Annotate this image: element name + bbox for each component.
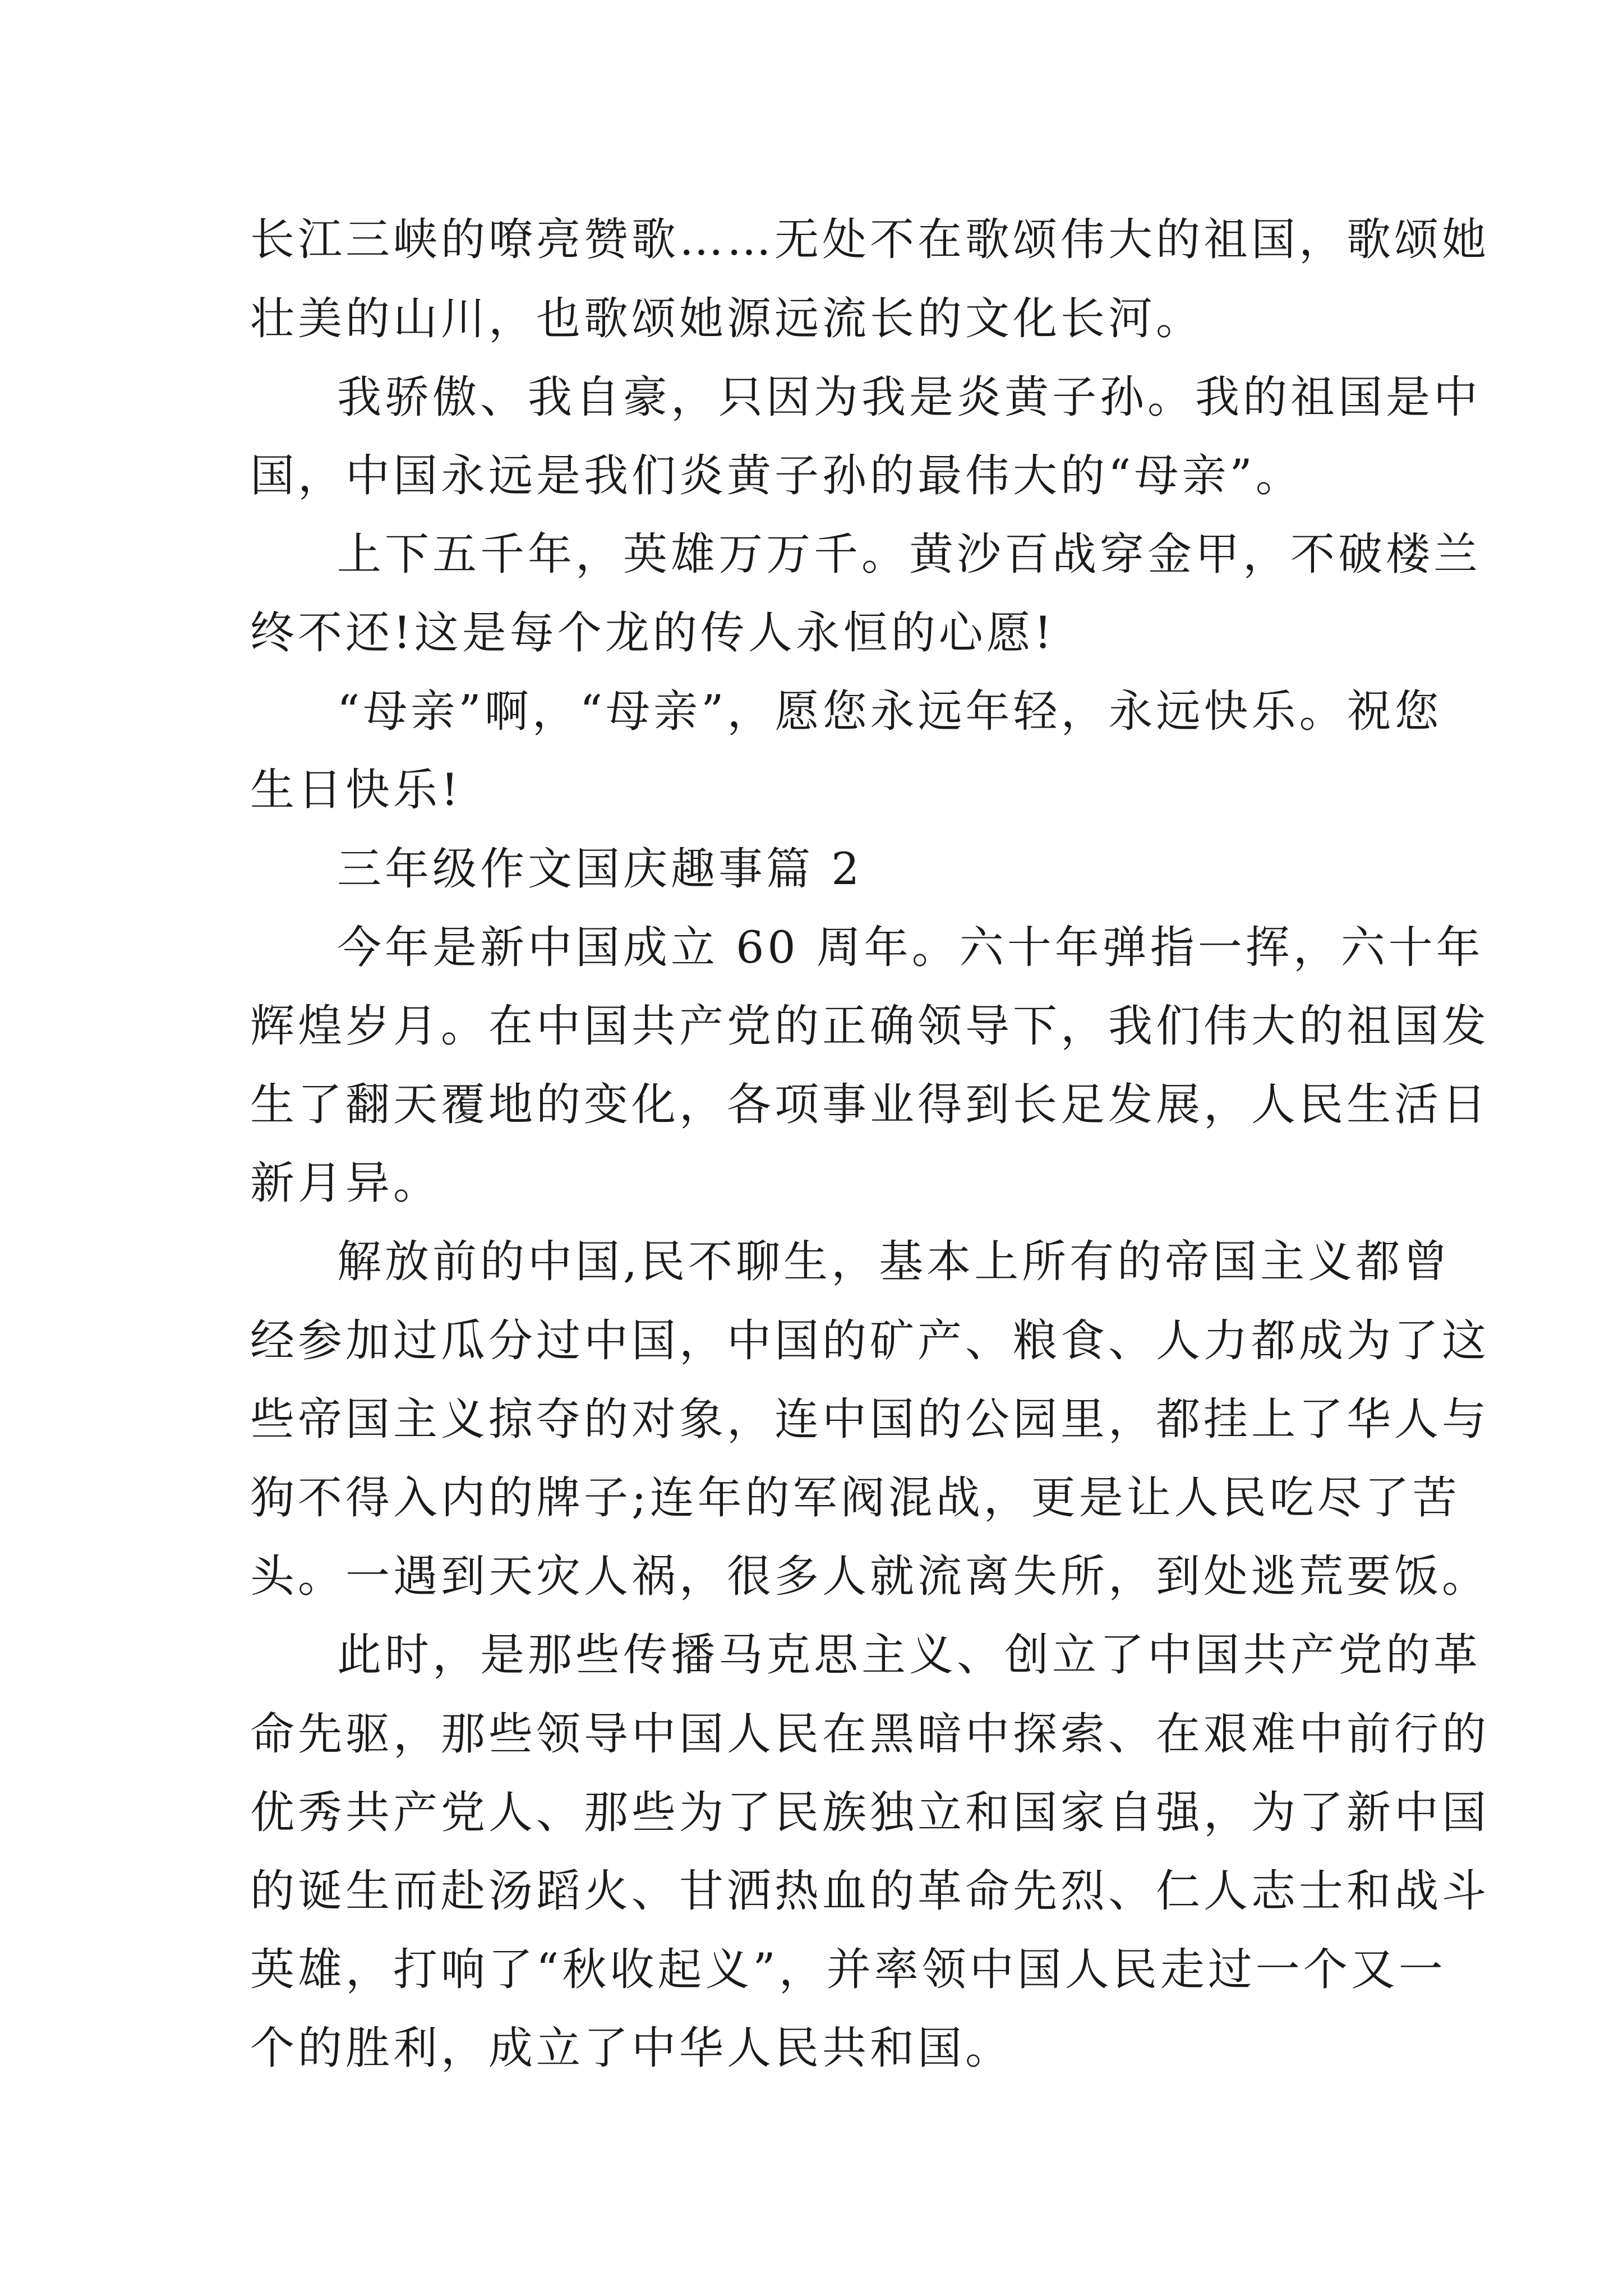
text-line: 生了翻天覆地的变化，各项事业得到长足发展，人民生活日: [250, 1079, 1490, 1130]
text-line: 的诞生而赴汤蹈火、甘洒热血的革命先烈、仁人志士和战斗: [250, 1865, 1490, 1917]
text-line: 解放前的中国,民不聊生，基本上所有的帝国主义都曾: [337, 1236, 1451, 1287]
text-line: 英雄，打响了“秋收起义”，并率领中国人民走过一个又一: [250, 1944, 1446, 1995]
text-line: 新月异。: [250, 1157, 441, 1209]
text-line: 终不还!这是每个龙的传人永恒的心愿!: [250, 607, 1055, 659]
text-line: 个的胜利，成立了中华人民共和国。: [250, 2022, 1013, 2074]
section-heading: 三年级作文国庆趣事篇 2: [337, 843, 863, 895]
text-line: 狗不得入内的牌子;连年的军阀混战，更是让人民吃尽了苦: [250, 1472, 1460, 1524]
text-line: “母亲”啊，“母亲”，愿您永远年轻，永远快乐。祝您: [337, 685, 1442, 737]
text-line: 经参加过瓜分过中国，中国的矿产、粮食、人力都成为了这: [250, 1315, 1490, 1366]
text-line: 壮美的山川，也歌颂她源远流长的文化长河。: [250, 293, 1204, 344]
text-line: 此时，是那些传播马克思主义、创立了中国共产党的革: [337, 1629, 1481, 1681]
text-line: 命先驱，那些领导中国人民在黑暗中探索、在艰难中前行的: [250, 1708, 1490, 1760]
text-line: 优秀共产党人、那些为了民族独立和国家自强，为了新中国: [250, 1787, 1490, 1838]
text-line: 上下五千年，英雄万万千。黄沙百战穿金甲，不破楼兰: [337, 528, 1481, 580]
text-line: 生日快乐!: [250, 764, 462, 816]
text-line: 些帝国主义掠夺的对象，连中国的公园里，都挂上了华人与: [250, 1393, 1490, 1445]
text-line: 长江三峡的嘹亮赞歌……无处不在歌颂伟大的祖国，歌颂她: [250, 214, 1490, 265]
text-line: 我骄傲、我自豪，只因为我是炎黄子孙。我的祖国是中: [337, 371, 1481, 423]
text-line: 头。一遇到天灾人祸，很多人就流离失所，到处逃荒要饭。: [250, 1550, 1490, 1602]
text-line: 辉煌岁月。在中国共产党的正确领导下，我们伟大的祖国发: [250, 1000, 1490, 1052]
text-line: 国，中国永远是我们炎黄子孙的最伟大的“母亲”。: [250, 450, 1303, 501]
text-line: 今年是新中国成立 60 周年。六十年弹指一挥，六十年: [337, 922, 1484, 973]
